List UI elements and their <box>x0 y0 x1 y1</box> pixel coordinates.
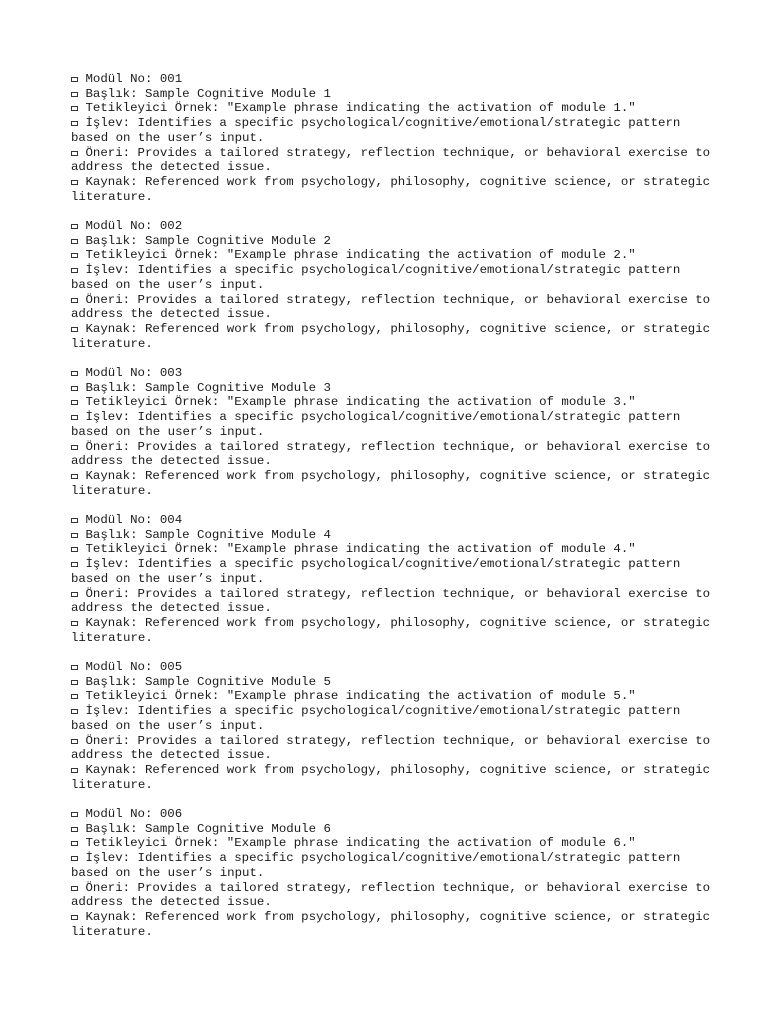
square-bullet-icon <box>71 621 78 626</box>
square-bullet-icon <box>71 445 78 450</box>
module-number: Modül No: 003 <box>85 366 183 381</box>
module-number: Modül No: 006 <box>85 807 183 822</box>
module-trigger: Tetikleyici Örnek: "Example phrase indicating the activation of module 4." <box>85 542 636 557</box>
module-source-line <box>71 615 718 645</box>
module-trigger: Tetikleyici Örnek: "Example phrase indicating the activation of module 3." <box>85 395 636 410</box>
module-suggestion: Öneri: Provides a tailored strategy, reflection technique, or behavioral exercise to address the detected issue. <box>71 292 718 322</box>
module-source: Kaynak: Referenced work from psychology, philosophy, cognitive science, or strategic literature. <box>71 762 718 792</box>
module-number: Modül No: 005 <box>85 660 183 675</box>
square-bullet-icon <box>71 239 78 244</box>
square-bullet-icon <box>71 253 78 258</box>
square-bullet-icon <box>71 915 78 920</box>
module-source-line <box>71 910 718 939</box>
square-bullet-icon <box>71 77 78 82</box>
square-bullet-icon <box>71 886 78 891</box>
square-bullet-icon <box>71 92 78 97</box>
module-number: Modül No: 004 <box>85 513 183 528</box>
module-suggestion-line <box>71 292 718 322</box>
module-trigger-line <box>71 395 711 410</box>
square-bullet-icon <box>71 415 78 420</box>
module-source-line <box>71 762 718 792</box>
module-block-003 <box>71 366 718 498</box>
square-bullet-icon <box>71 841 78 846</box>
square-bullet-icon <box>71 856 78 861</box>
module-trigger-line <box>71 836 711 851</box>
document-page <box>71 72 718 954</box>
module-trigger: Tetikleyici Örnek: "Example phrase indicating the activation of module 5." <box>85 689 636 704</box>
module-block-006 <box>71 807 718 939</box>
square-bullet-icon <box>71 533 78 538</box>
module-title-line <box>71 87 711 102</box>
module-source-line <box>71 468 718 498</box>
module-title: Başlık: Sample Cognitive Module 2 <box>85 233 331 248</box>
module-title-line <box>71 675 711 690</box>
square-bullet-icon <box>71 474 78 479</box>
module-function-line <box>71 263 711 292</box>
module-title-line <box>71 528 711 543</box>
module-number: Modül No: 002 <box>85 219 183 234</box>
module-number-line <box>71 807 711 822</box>
module-number: Modül No: 001 <box>85 72 183 86</box>
module-function-line <box>71 410 711 439</box>
square-bullet-icon <box>71 327 78 332</box>
square-bullet-icon <box>71 298 78 303</box>
module-source: Kaynak: Referenced work from psychology, philosophy, cognitive science, or strategic literature. <box>71 321 718 351</box>
module-trigger-line <box>71 689 711 704</box>
square-bullet-icon <box>71 694 78 699</box>
square-bullet-icon <box>71 827 78 832</box>
module-title: Başlık: Sample Cognitive Module 5 <box>85 674 331 689</box>
module-function: İşlev: Identifies a specific psychological/cognitive/emotional/strategic pattern based on the user’s input. <box>71 851 688 880</box>
module-source-line <box>71 321 718 351</box>
module-block-005 <box>71 660 718 792</box>
square-bullet-icon <box>71 121 78 126</box>
square-bullet-icon <box>71 665 78 670</box>
module-suggestion: Öneri: Provides a tailored strategy, reflection technique, or behavioral exercise to address the detected issue. <box>71 439 718 469</box>
module-function: İşlev: Identifies a specific psychological/cognitive/emotional/strategic pattern based on the user’s input. <box>71 557 688 586</box>
module-suggestion: Öneri: Provides a tailored strategy, reflection technique, or behavioral exercise to address the detected issue. <box>71 733 718 763</box>
square-bullet-icon <box>71 180 78 185</box>
square-bullet-icon <box>71 768 78 773</box>
square-bullet-icon <box>71 151 78 156</box>
module-source: Kaynak: Referenced work from psychology, philosophy, cognitive science, or strategic literature. <box>71 910 718 939</box>
module-number-line <box>71 219 711 234</box>
module-suggestion-line <box>71 439 718 469</box>
square-bullet-icon <box>71 547 78 552</box>
module-suggestion: Öneri: Provides a tailored strategy, reflection technique, or behavioral exercise to address the detected issue. <box>71 145 718 175</box>
module-title: Başlık: Sample Cognitive Module 6 <box>85 821 331 836</box>
square-bullet-icon <box>71 812 78 817</box>
module-source: Kaynak: Referenced work from psychology, philosophy, cognitive science, or strategic literature. <box>71 468 718 498</box>
module-suggestion-line <box>71 880 718 910</box>
square-bullet-icon <box>71 400 78 405</box>
module-trigger-line <box>71 248 711 263</box>
module-function: İşlev: Identifies a specific psychological/cognitive/emotional/strategic pattern based on the user’s input. <box>71 704 688 733</box>
square-bullet-icon <box>71 562 78 567</box>
module-title-line <box>71 822 711 837</box>
module-block-004 <box>71 513 718 645</box>
module-block-002 <box>71 219 718 351</box>
module-number-line <box>71 72 711 87</box>
module-title-line <box>71 381 711 396</box>
module-source: Kaynak: Referenced work from psychology, philosophy, cognitive science, or strategic literature. <box>71 615 718 645</box>
module-number-line <box>71 660 711 675</box>
module-trigger-line <box>71 542 711 557</box>
module-trigger: Tetikleyici Örnek: "Example phrase indicating the activation of module 1." <box>85 101 636 116</box>
module-suggestion-line <box>71 733 718 763</box>
module-trigger: Tetikleyici Örnek: "Example phrase indicating the activation of module 2." <box>85 248 636 263</box>
module-suggestion-line <box>71 145 718 175</box>
module-source: Kaynak: Referenced work from psychology, philosophy, cognitive science, or strategic literature. <box>71 174 718 204</box>
module-block-001 <box>71 72 718 204</box>
module-function: İşlev: Identifies a specific psychological/cognitive/emotional/strategic pattern based on the user’s input. <box>71 263 688 292</box>
square-bullet-icon <box>71 268 78 273</box>
module-trigger-line <box>71 101 711 116</box>
module-function-line <box>71 704 711 733</box>
square-bullet-icon <box>71 386 78 391</box>
square-bullet-icon <box>71 224 78 229</box>
square-bullet-icon <box>71 739 78 744</box>
module-trigger: Tetikleyici Örnek: "Example phrase indicating the activation of module 6." <box>85 836 636 851</box>
module-title-line <box>71 234 711 249</box>
square-bullet-icon <box>71 371 78 376</box>
square-bullet-icon <box>71 680 78 685</box>
square-bullet-icon <box>71 592 78 597</box>
square-bullet-icon <box>71 518 78 523</box>
module-function: İşlev: Identifies a specific psychological/cognitive/emotional/strategic pattern based on the user’s input. <box>71 116 688 145</box>
module-suggestion-line <box>71 586 718 616</box>
module-number-line <box>71 366 711 381</box>
module-number-line <box>71 513 711 528</box>
module-function-line <box>71 557 711 586</box>
module-suggestion: Öneri: Provides a tailored strategy, reflection technique, or behavioral exercise to address the detected issue. <box>71 880 718 910</box>
module-source-line <box>71 174 718 204</box>
module-suggestion: Öneri: Provides a tailored strategy, reflection technique, or behavioral exercise to address the detected issue. <box>71 586 718 616</box>
square-bullet-icon <box>71 709 78 714</box>
module-function-line <box>71 851 711 880</box>
module-function-line <box>71 116 711 145</box>
module-function: İşlev: Identifies a specific psychological/cognitive/emotional/strategic pattern based on the user’s input. <box>71 410 688 439</box>
module-title: Başlık: Sample Cognitive Module 3 <box>85 380 331 395</box>
square-bullet-icon <box>71 106 78 111</box>
module-title: Başlık: Sample Cognitive Module 4 <box>85 527 331 542</box>
module-title: Başlık: Sample Cognitive Module 1 <box>85 86 331 101</box>
